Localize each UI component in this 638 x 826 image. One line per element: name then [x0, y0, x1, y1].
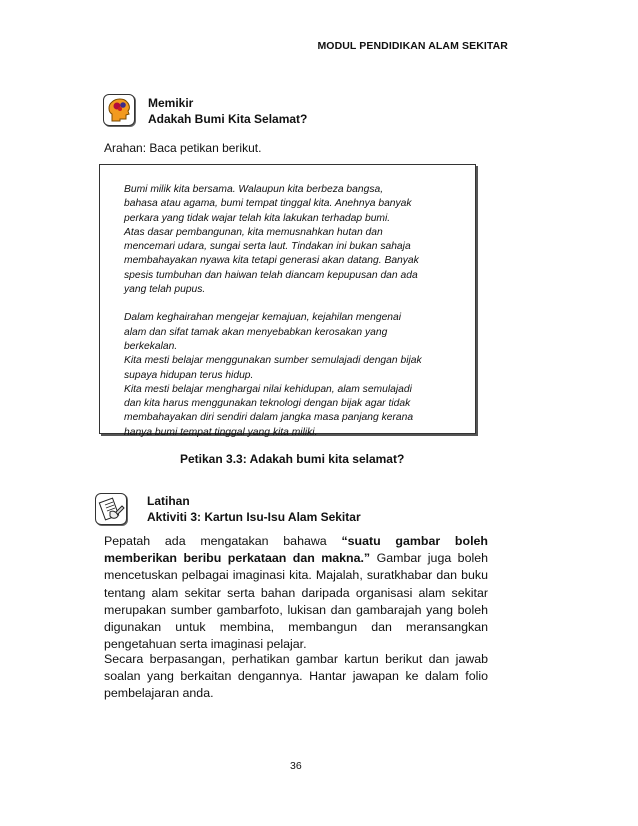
passage-line: berkekalan.	[124, 340, 178, 352]
passage-line: dan kita harus menggunakan teknologi dengan bijak agar tidak	[124, 398, 411, 410]
passage-line: supaya hidupan terus hidup.	[124, 369, 254, 381]
paragraph-2: Secara berpasangan, perhatikan gambar kartun berikut dan jawab soalan yang berkaitan dengannya. Hantar jawapan ke dalam folio pembelajaran anda.	[104, 652, 488, 701]
passage-line: mencemari udara, sungai serta laut. Tindakan ini bukan sahaja	[124, 241, 411, 253]
writing-hand-icon	[95, 493, 127, 525]
section-label-exercise: Latihan	[147, 494, 190, 508]
paragraph-1-quote: “suatu gambar boleh memberikan beribu perkataan dan makna.”	[104, 534, 488, 566]
passage-line: yang telah pupus.	[124, 284, 206, 296]
passage-box	[99, 164, 476, 438]
instruction-text: Arahan: Baca petikan berikut.	[104, 141, 262, 155]
passage-line: perkara yang tidak wajar telah kita lakukan terhadap bumi.	[124, 212, 391, 224]
passage-line: Atas dasar pembangunan, kita memusnahkan hutan dan	[124, 226, 383, 238]
passage-line: Kita mesti belajar menghargai nilai kehidupan, alam semulajadi	[124, 383, 412, 395]
passage-caption: Petikan 3.3: Adakah bumi kita selamat?	[180, 452, 405, 466]
passage-line: Bumi milik kita bersama. Walaupun kita berbeza bangsa,	[124, 184, 384, 195]
page-number: 36	[290, 760, 302, 772]
passage-line: bahasa atau agama, bumi tempat tinggal kita. Anehnya banyak	[124, 198, 412, 210]
passage-line: Dalam keghairahan mengejar kemajuan, kejahilan mengenai	[124, 312, 402, 324]
section-title-exercise: Aktiviti 3: Kartun Isu-Isu Alam Sekitar	[147, 510, 361, 524]
passage-line: membahayakan diri sendiri dalam jangka masa panjang kerana	[124, 412, 414, 424]
paragraph-1-rest: Gambar juga boleh mencetuskan pelbagai imaginasi kita. Majalah, suratkhabar dan buku tentang alam sekitar serta bahan daripada organisasi alam sekitar merupakan sumber gambarfoto, lukisan dan gambarajah yang boleh digunakan untuk membina, membangun dan meransangkan pengetahuan serta imaginasi pelajar.	[104, 551, 488, 652]
passage-line: membahayakan nyawa kita tetapi generasi akan datang. Banyak	[124, 255, 419, 267]
paragraph-1	[104, 533, 488, 653]
section-label-think: Memikir	[148, 96, 194, 110]
passage-text	[124, 183, 453, 440]
section-title-think: Adakah Bumi Kita Selamat?	[148, 112, 308, 126]
thinking-head-icon	[103, 94, 135, 126]
paragraph-1-intro: Pepatah ada mengatakan bahawa	[104, 534, 342, 548]
passage-line: spesis tumbuhan dan haiwan telah diancam kepupusan dan ada	[124, 269, 418, 281]
passage-line: hanya bumi tempat tinggal yang kita miliki.	[124, 426, 318, 438]
page-header: MODUL PENDIDIKAN ALAM SEKITAR	[317, 40, 508, 52]
passage-line: alam dan sifat tamak akan menyebabkan kerosakan yang	[124, 326, 388, 338]
passage-line: Kita mesti belajar menggunakan sumber semulajadi dengan bijak	[124, 355, 422, 367]
